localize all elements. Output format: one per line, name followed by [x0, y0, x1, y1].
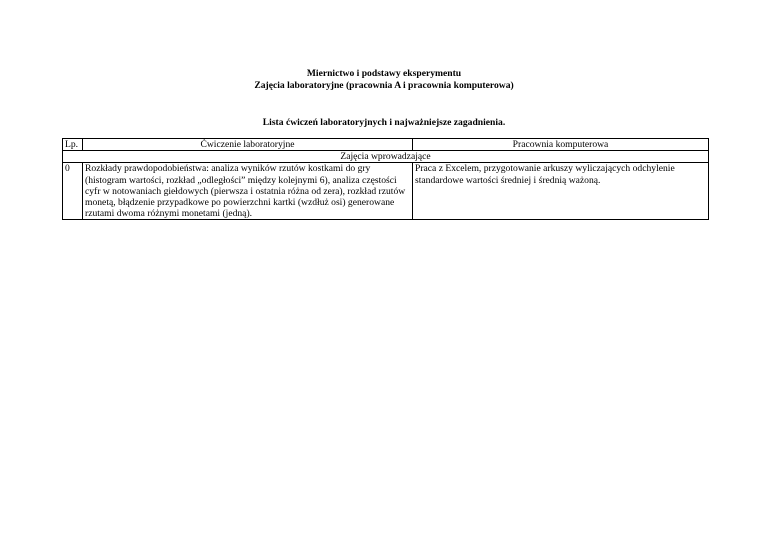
course-title: Miernictwo i podstawy eksperymentu	[306, 68, 462, 79]
row-lab-description: Rozkłady prawdopodobieństwa: analiza wyników rzutów kostkami do gry (histogram wartości, rozkład „odległości” między kolejnymi 6), analiza częstości cyfr w notowaniach giełdowych (pierwsza i ostatnia różna od zera), rozkład rzutów monetą, błądzenie przypadkowe po powierzchni kartki (wzdłuż osi) generowane rzutami dwoma różnymi monetami (jedną).	[83, 163, 413, 220]
section-label: Zajęcia wprowadzające	[63, 151, 709, 163]
column-header-lab: Ćwiczenie laboratoryjne	[83, 139, 413, 151]
row-pc-description: Praca z Excelem, przygotowanie arkuszy wyliczających odchylenie standardowe wartości średniej i średnią ważoną.	[413, 163, 709, 220]
course-subtitle: Zajęcia laboratoryjne (pracownia A i pracownia komputerowa)	[254, 80, 514, 91]
column-header-lp: Lp.	[63, 139, 83, 151]
list-title: Lista ćwiczeń laboratoryjnych i najważniejsze zagadnienia.	[262, 117, 506, 128]
section-row	[63, 151, 709, 163]
column-header-pc: Pracownia komputerowa	[413, 139, 709, 151]
row-lp: 0	[63, 163, 83, 220]
exercise-table	[62, 138, 709, 220]
table-header-row	[63, 139, 709, 151]
table-row	[63, 163, 709, 220]
